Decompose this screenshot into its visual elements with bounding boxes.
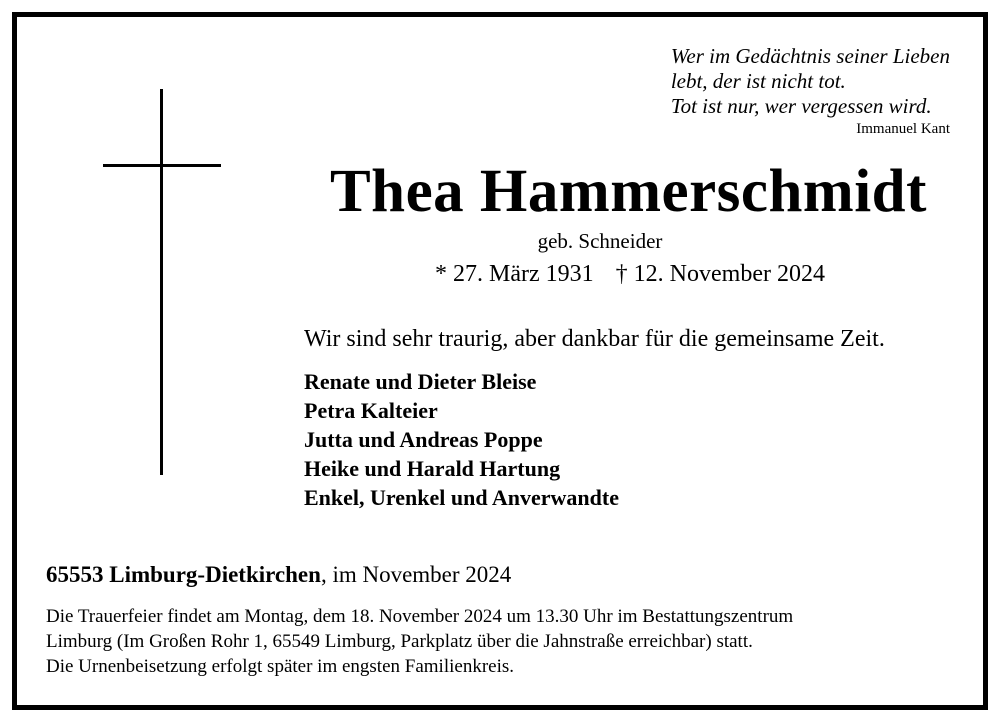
info-line: Die Urnenbeisetzung erfolgt später im engsten Familienkreis. (46, 656, 515, 677)
cross-horizontal-bar (103, 164, 221, 167)
quote-line: Wer im Gedächtnis seiner Lieben (670, 44, 950, 68)
place-date: , im November 2024 (320, 562, 512, 587)
ceremony-info (46, 604, 793, 679)
mourner-item: Renate und Dieter Bleise (304, 369, 537, 394)
quote-author: Immanuel Kant (856, 121, 950, 137)
mourners-list (304, 367, 619, 512)
motto: Wir sind sehr traurig, aber dankbar für die gemeinsame Zeit. (304, 326, 885, 352)
quote-line: lebt, der ist nicht tot. (670, 69, 846, 93)
info-line: Die Trauerfeier findet am Montag, dem 18. November 2024 um 13.30 Uhr im Bestattungszentrum (46, 606, 794, 627)
quote-line: Tot ist nur, wer vergessen wird. (670, 94, 932, 118)
mourner-item: Jutta und Andreas Poppe (304, 427, 543, 452)
quote (671, 44, 950, 119)
cross-vertical-bar (160, 89, 163, 475)
mourner-item: Petra Kalteier (304, 398, 438, 423)
info-line: Limburg (Im Großen Rohr 1, 65549 Limburg, Parkplatz über die Jahnstraße erreichbar) statt. (46, 631, 753, 652)
place-town: 65553 Limburg-Dietkirchen (46, 562, 321, 587)
mourner-item: Heike und Harald Hartung (304, 456, 561, 481)
death-date: † 12. November 2024 (615, 261, 825, 287)
deceased-name: Thea Hammerschmidt (330, 158, 927, 225)
place-date-line (46, 561, 511, 589)
born-name: geb. Schneider (537, 229, 663, 253)
life-dates (400, 260, 860, 288)
mourner-item: Enkel, Urenkel und Anverwandte (304, 485, 619, 510)
birth-date: * 27. März 1931 (435, 261, 594, 287)
